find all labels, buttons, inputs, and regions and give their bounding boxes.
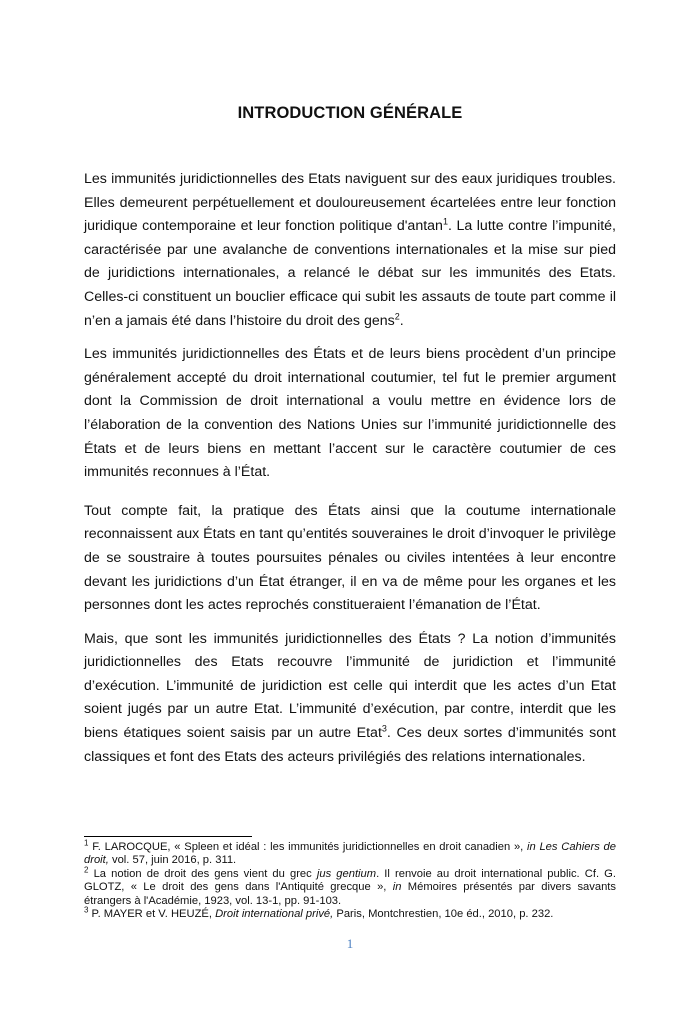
page-number: 1 <box>346 936 354 951</box>
body-text <box>84 168 616 769</box>
footnote-2-text-a: La notion de droit des gens vient du grec <box>88 867 317 880</box>
footnote-3 <box>84 905 616 921</box>
paragraph-1 <box>84 168 616 333</box>
paragraph-4-text-b: . Ces deux sortes d’immunités sont classiques et font des Etats des acteurs privilégiés des relations internationales. <box>84 725 616 765</box>
footnote-ref-2[interactable]: 2 <box>394 310 400 321</box>
footnote-1-number: 1 <box>84 838 89 848</box>
paragraph-3: Tout compte fait, la pratique des États ainsi que la coutume internationale reconnaissent aux États en tant qu’entités souveraines le droit d’invoquer le privilège de se soustraire à toutes poursuites pénales ou civiles intentées à leur encontre devant les juridictions d’un État étranger, il en va de même pour les organes et les personnes dont les actes reprochés constitueraient l’émanation de l’État. <box>84 502 616 614</box>
footnote-2-number: 2 <box>84 865 89 875</box>
footnote-1 <box>84 838 616 868</box>
footnote-3-italic-a: Droit international privé, <box>215 908 334 921</box>
footnote-2-italic-a: jus gentium <box>316 867 377 880</box>
footnote-1-italic-a: in Les Cahiers de droit, <box>84 841 616 867</box>
paragraph-4 <box>84 628 616 770</box>
footnote-3-text-b: Paris, Montchrestien, 10e éd., 2010, p. 232. <box>333 908 554 921</box>
footnote-3-number: 3 <box>84 905 89 915</box>
paragraph-1-text-b: . La lutte contre l’impunité, caractérisée par une avalanche de conventions internationales et la mise sur pied de juridictions internationales, a relancé le débat sur les immunités des Etats. Celles-ci constituent un bouclier efficace qui subit les assauts de toute part comme il n’en a jamais été dans l’histoire du droit des gens <box>84 218 616 329</box>
footnote-2 <box>84 865 616 908</box>
footnote-separator <box>84 836 252 837</box>
footnote-3-text-a: P. MAYER et V. HEUZÉ, <box>88 908 216 921</box>
footnote-2-text-b: . Il renvoie au droit international public. Cf. G. GLOTZ, « Le droit des gens dans l'Antiquité grecque », <box>84 867 616 894</box>
footnote-2-text-c: Mémoires présentés par divers savants étrangers à l'Académie, 1923, vol. 13-1, pp. 91-103. <box>84 881 616 907</box>
footnote-1-text-b: vol. 57, juin 2016, p. 311. <box>108 854 237 867</box>
paragraph-2: Les immunités juridictionnelles des États et de leurs biens procèdent d’un principe généralement accepté du droit international coutumier, tel fut le premier argument dont la Commission de droit international a voulu mettre en évidence lors de l’élaboration de la convention des Nations Unies sur l’immunité juridictionnelle des États et de leurs biens en mettant l’accent sur le caractère coutumier de ces immunités reconnues à l’État. <box>84 346 616 481</box>
paragraph-1-text-a: Les immunités juridictionnelles des Etats naviguent sur des eaux juridiques troubles. Elles demeurent perpétuellement et douloureusement écartelées entre leur fonction juridique contemporaine et leur fonction politique d'antan <box>84 171 616 235</box>
page-title: INTRODUCTION GÉNÉRALE <box>237 104 463 122</box>
footnote-ref-1[interactable]: 1 <box>442 216 448 227</box>
footnotes <box>84 838 616 921</box>
footnote-2-italic-b: in <box>392 881 402 894</box>
paragraph-1-text-c: . <box>399 312 404 329</box>
paragraph-4-text-a: Mais, que sont les immunités juridictionnelles des États ? La notion d’immunités juridictionnelles des Etats recouvre l’immunité de juridiction et l’immunité d’exécution. L’immunité de juridiction est celle qui interdit que les actes d’un Etat soient jugés par un autre Etat. L’immunité d’exécution, par contre, interdit que les biens étatiques soient saisis par un autre Etat <box>84 630 616 742</box>
footnote-ref-3[interactable]: 3 <box>381 723 387 734</box>
footnote-1-text-a: F. LAROCQUE, « Spleen et idéal : les immunités juridictionnelles en droit canadien », <box>88 841 528 853</box>
